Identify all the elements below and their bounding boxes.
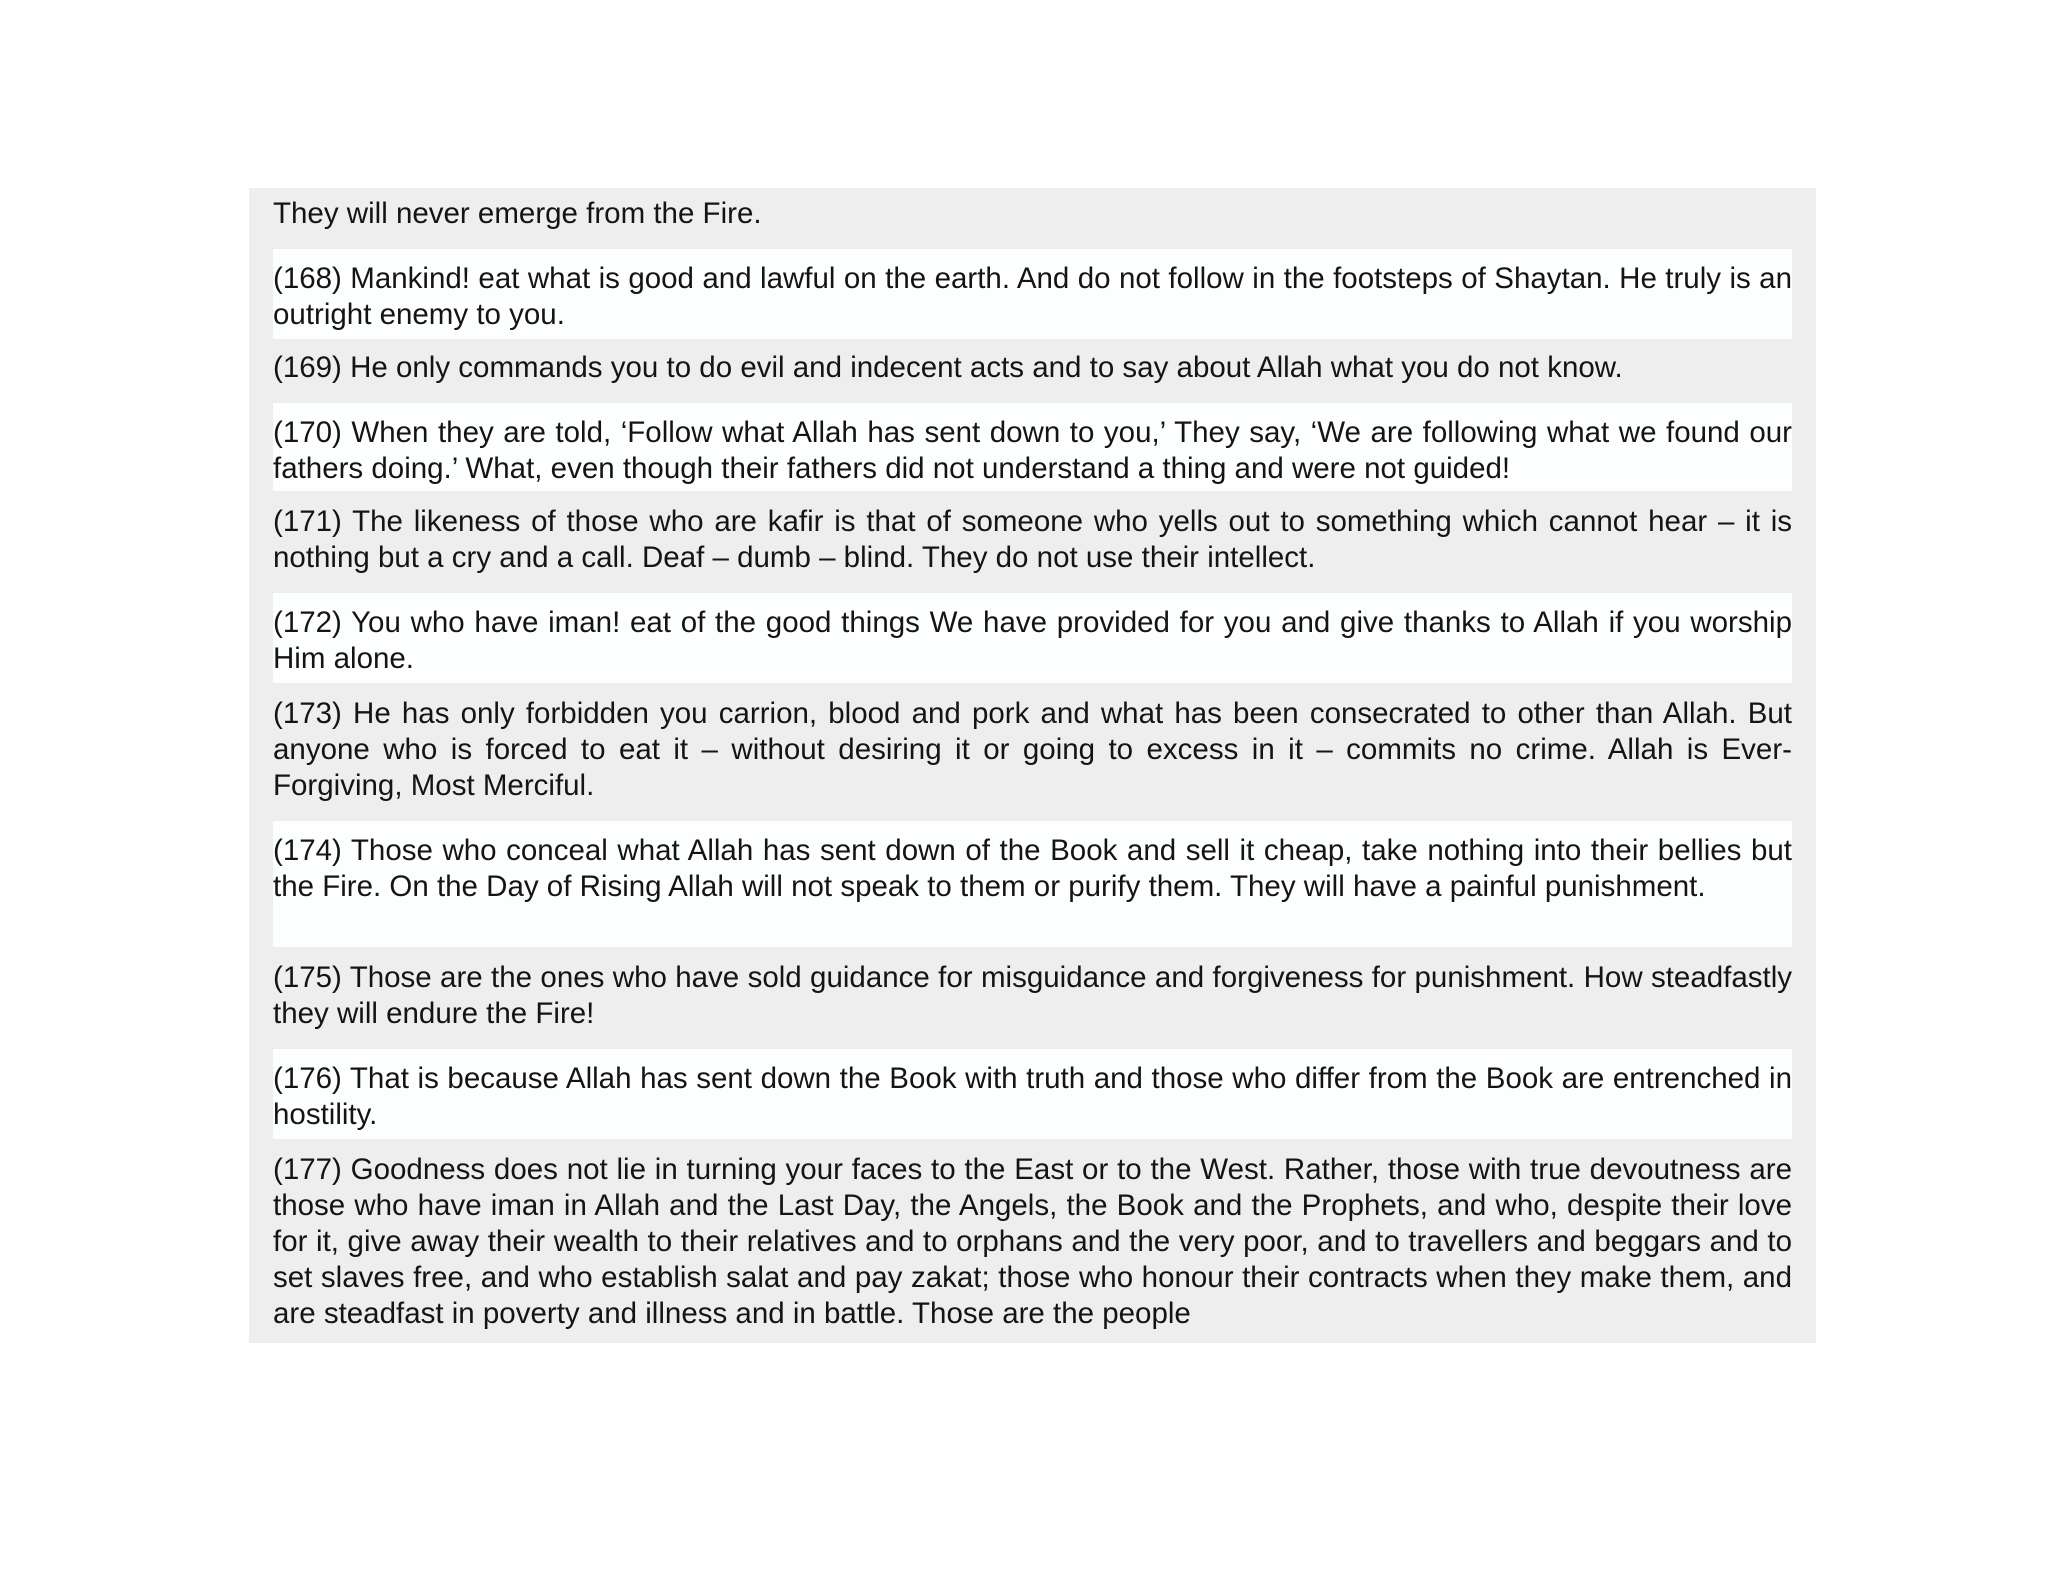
- verse-text: (175) Those are the ones who have sold guidance for misguidance and forgiveness for punishment. How steadfastly they will endure the Fire!: [273, 961, 1792, 1030]
- verse-text: They will never emerge from the Fire.: [273, 197, 762, 230]
- verse-172: [273, 592, 1792, 684]
- verse-168: [273, 248, 1792, 340]
- verse-176: [273, 1048, 1792, 1140]
- verse-continuation: [273, 188, 1792, 248]
- verse-text: (168) Mankind! eat what is good and lawful on the earth. And do not follow in the footsteps of Shaytan. He truly is an outright enemy to you.: [273, 262, 1792, 331]
- verse-173: [273, 684, 1792, 820]
- verse-169: [273, 340, 1792, 402]
- verse-174: [273, 820, 1792, 948]
- verse-text-panel: [249, 188, 1816, 1343]
- verse-text: (176) That is because Allah has sent down the Book with truth and those who differ from the Book are entrenched in hostility.: [273, 1062, 1792, 1131]
- verse-text: (173) He has only forbidden you carrion, blood and pork and what has been consecrated to other than Allah. But anyone who is forced to eat it – without desiring it or going to excess in it – commits no crime. Allah is Ever-Forgiving, Most Merciful.: [273, 697, 1792, 802]
- verse-175: [273, 948, 1792, 1048]
- verse-text: (174) Those who conceal what Allah has sent down of the Book and sell it cheap, take nothing into their bellies but the Fire. On the Day of Rising Allah will not speak to them or purify them. They will have a painful punishment.: [273, 834, 1792, 903]
- verse-170: [273, 402, 1792, 492]
- verse-text: (172) You who have iman! eat of the good things We have provided for you and give thanks to Allah if you worship Him alone.: [273, 606, 1792, 675]
- verse-171: [273, 492, 1792, 592]
- verse-177: [273, 1140, 1792, 1340]
- verse-text: (171) The likeness of those who are kafir is that of someone who yells out to something which cannot hear – it is nothing but a cry and a call. Deaf – dumb – blind. They do not use their intellect.: [273, 505, 1792, 574]
- verse-text: (170) When they are told, ‘Follow what Allah has sent down to you,’ They say, ‘We are following what we found our fathers doing.’ What, even though their fathers did not understand a thing and were not guided!: [273, 416, 1792, 485]
- verse-text: (169) He only commands you to do evil and indecent acts and to say about Allah what you do not know.: [273, 351, 1623, 384]
- verse-text: (177) Goodness does not lie in turning your faces to the East or to the West. Rather, those with true devoutness are those who have iman in Allah and the Last Day, the Angels, the Book and the Prophets, and who, despite their love for it, give away their wealth to their relatives and to orphans and the very poor, and to travellers and beggars and to set slaves free, and who establish salat and pay zakat; those who honour their contracts when they make them, and are steadfast in poverty and illness and in battle. Those are the people: [273, 1153, 1792, 1330]
